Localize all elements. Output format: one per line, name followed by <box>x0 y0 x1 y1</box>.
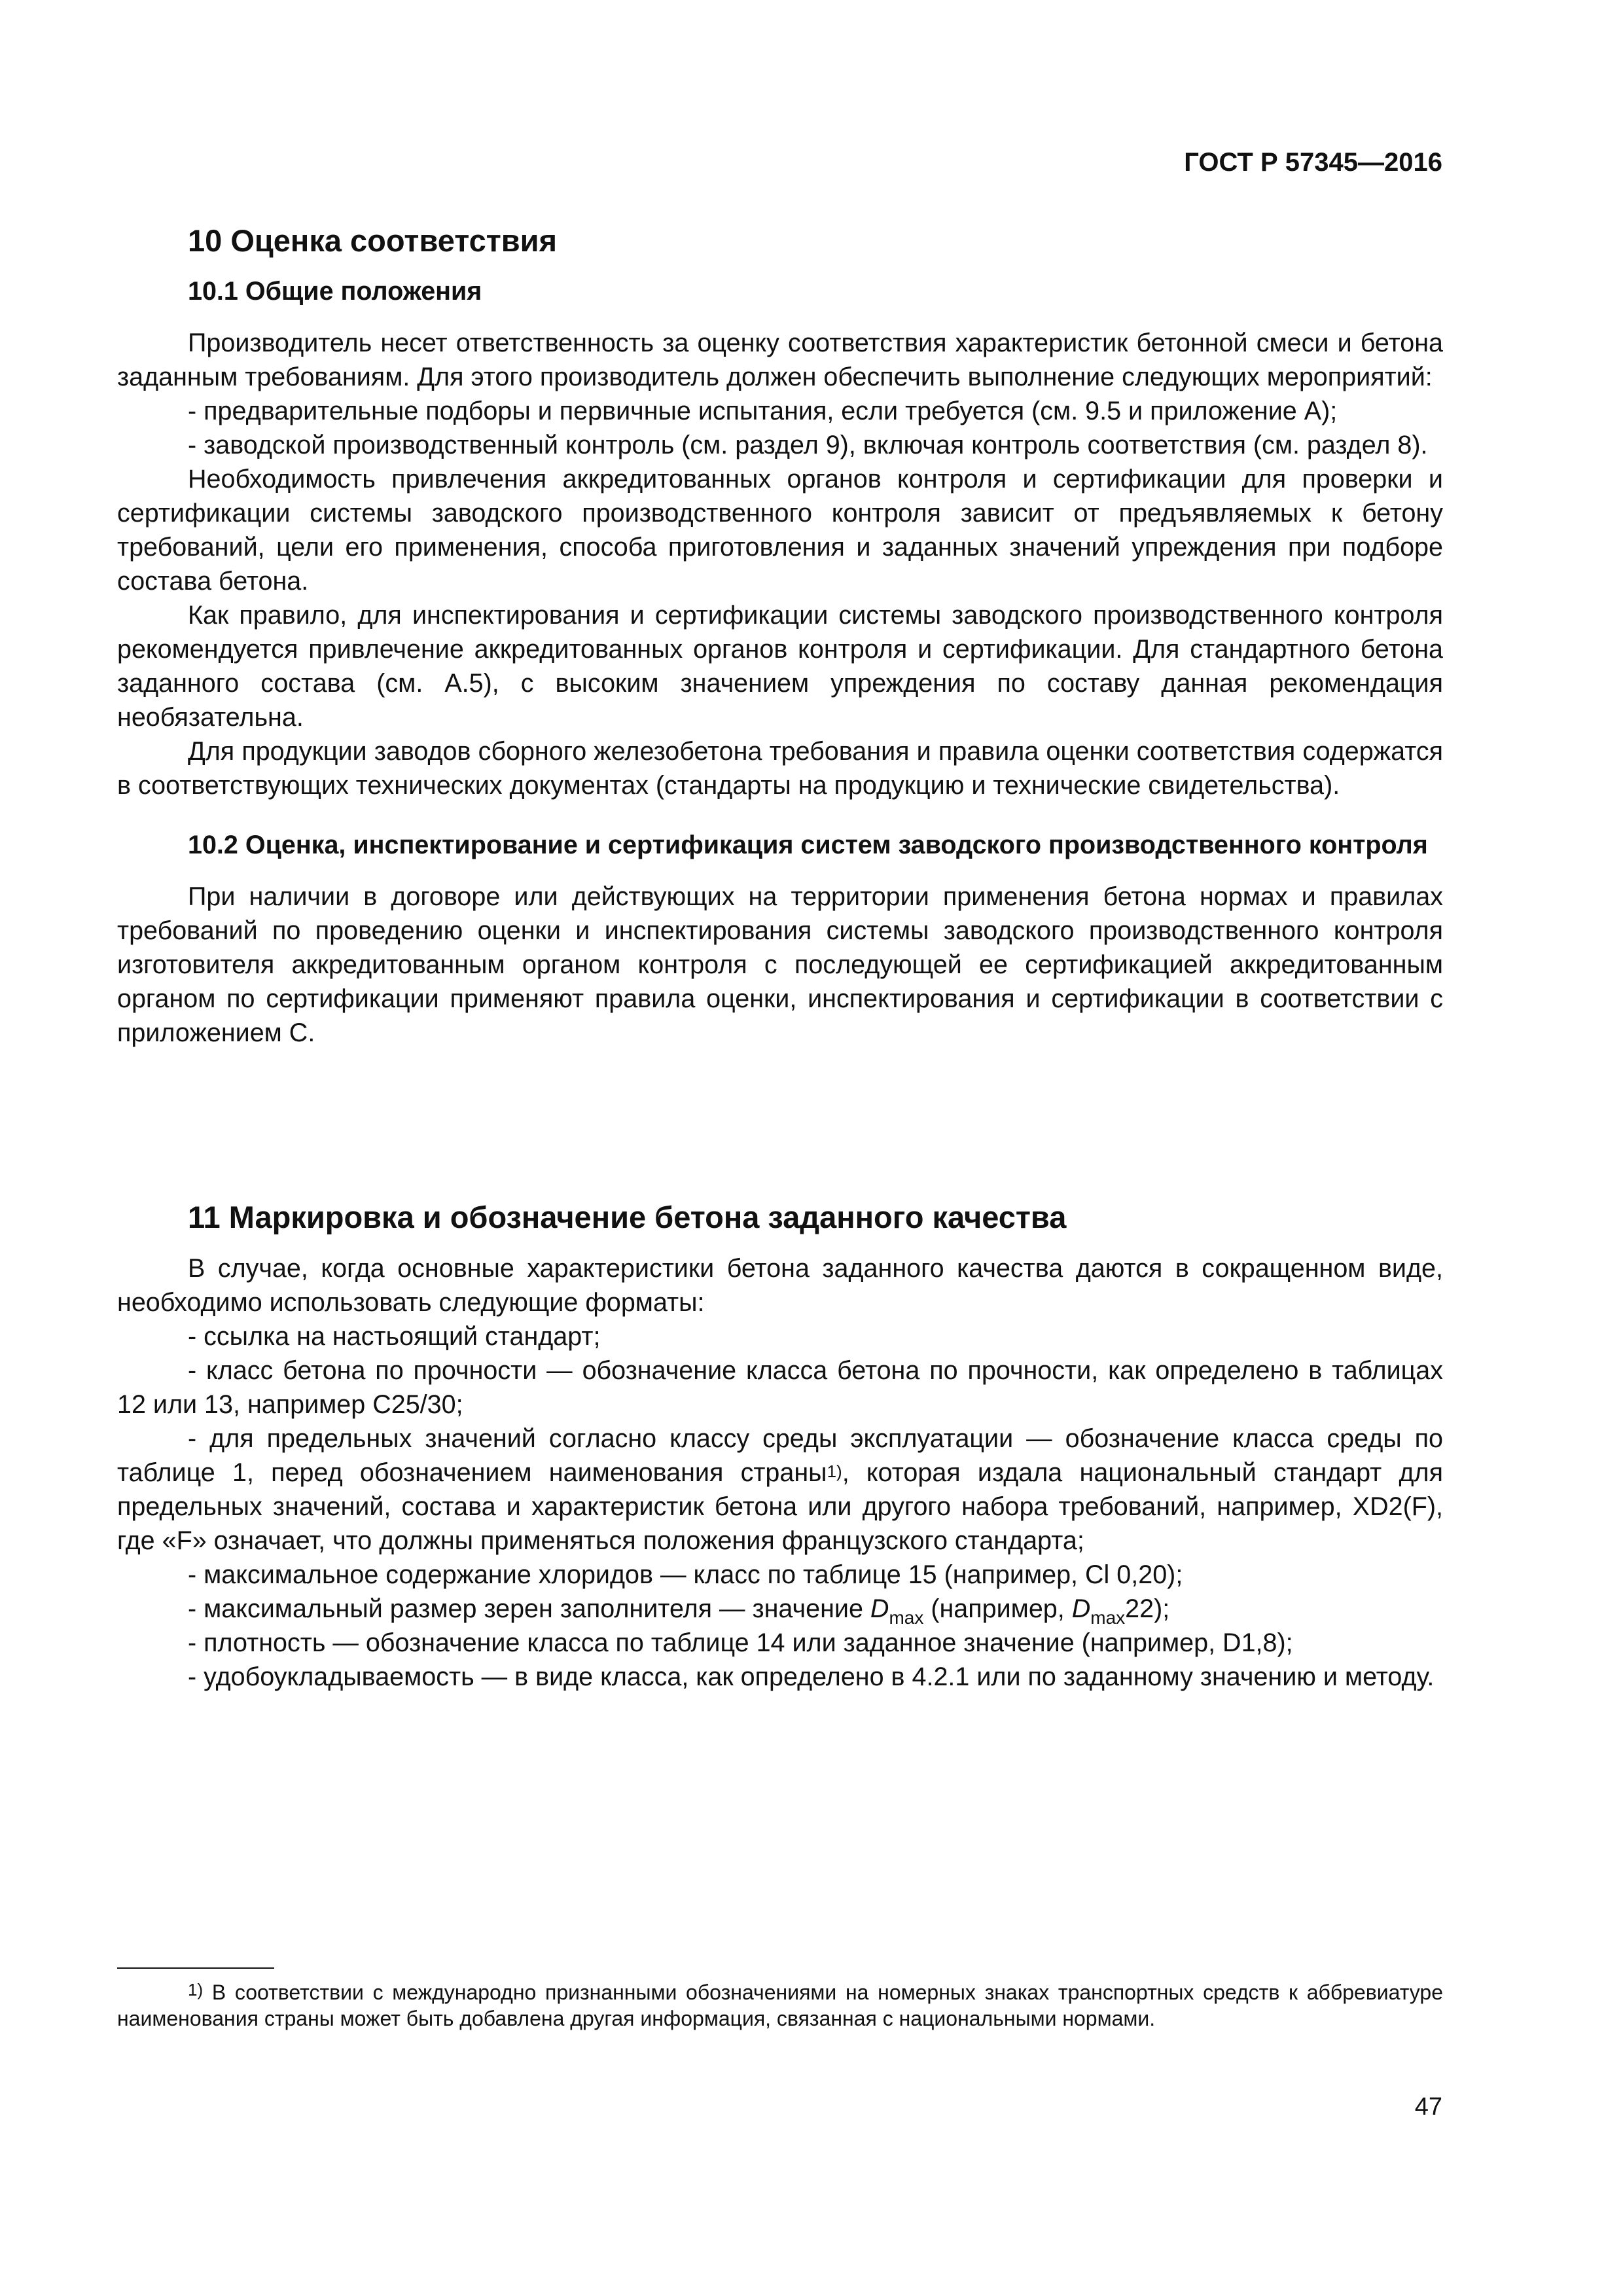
section-11 <box>117 1198 1443 1694</box>
paragraph: Необходимость привлечения аккредитованных органов контроля и сертификации для проверки и сертификации системы заводского производственного контроля зависит от предъявляемых к бетону требований, цели его применения, способа приготовления и заданных значений упреждения при подборе состава бетона. <box>117 465 1443 596</box>
list-item: - класс бетона по прочности — обозначение класса бетона по прочности, как определено в таблицах 12 или 13, например С25/30; <box>117 1356 1443 1419</box>
page-number: 47 <box>1414 2093 1442 2121</box>
section-10 <box>117 221 1443 1050</box>
symbol-d: D <box>870 1594 889 1623</box>
footnote-body: В соответствии с международно признанными обозначениями на номерных знаках транспортных средств к аббревиатуре наименования страны может быть добавлена другая информация, связанная с национальными нормами. <box>117 1981 1443 2030</box>
subsection-10-1-title: 10.1 Общие положения <box>188 277 482 306</box>
footnote-text <box>117 1979 1443 2032</box>
list-item <box>117 1592 1443 1626</box>
item-text: , которая издала национальный стандарт для предельных значений, состава и характеристик бетона или другого набора требований, например, XD2(F), где «F» означает, что должны применяться положения французского стандарта; <box>117 1458 1443 1555</box>
document-code: ГОСТ Р 57345—2016 <box>1184 148 1442 177</box>
item-text: 22); <box>1125 1594 1170 1623</box>
paragraph: Производитель несет ответственность за оценку соответствия характеристик бетонной смеси и бетона заданным требованиям. Для этого производитель должен обеспечить выполнение следующих мероприятий: <box>117 329 1443 391</box>
subscript-max: max <box>889 1607 924 1628</box>
footnote <box>117 1979 1443 2032</box>
footnote-marker: 1) <box>188 1980 204 2000</box>
list-item: - заводской производственный контроль (см. раздел 9), включая контроль соответствия (см. раздел 8). <box>188 431 1428 459</box>
paragraph: При наличии в договоре или действующих на территории применения бетона нормах и правилах требований по проведению оценки и инспектирования системы заводского производственного контроля изготовителя аккредитованным органом контроля с последующей ее сертификацией аккредитованным органом по сертификации применяют правила оценки, инспектирования и сертификации в соответствии с приложением С. <box>117 882 1443 1047</box>
subscript-max: max <box>1090 1607 1126 1628</box>
list-item <box>117 1422 1443 1558</box>
item-text: - максимальный размер зерен заполнителя — значение <box>188 1594 870 1623</box>
list-item: - предварительные подборы и первичные испытания, если требуется (см. 9.5 и приложение А); <box>188 397 1338 425</box>
list-item: - удобоукладываемость — в виде класса, как определено в 4.2.1 или по заданному значению и методу. <box>188 1662 1435 1691</box>
item-text: - для предельных значений согласно классу среды эксплуатации — обозначение класса среды по таблице 1, перед обозначением наименования страны <box>117 1424 1443 1487</box>
list-item: - ссылка на настьоящий стандарт; <box>188 1322 601 1351</box>
footnote-reference[interactable]: 1) <box>827 1462 842 1481</box>
symbol-d: D <box>1071 1594 1091 1623</box>
subsection-10-2-title: 10.2 Оценка, инспектирование и сертификация систем заводского производственного контроля <box>188 831 1428 859</box>
footnote-separator <box>117 1967 274 1969</box>
list-item: - плотность — обозначение класса по таблице 14 или заданное значение (например, D1,8); <box>188 1628 1293 1657</box>
section-10-title: 10 Оценка соответствия <box>188 223 557 258</box>
item-text: (например, <box>923 1594 1072 1623</box>
section-11-title: 11 Маркировка и обозначение бетона заданного качества <box>188 1200 1067 1234</box>
paragraph: В случае, когда основные характеристики бетона заданного качества даются в сокращенном виде, необходимо использовать следующие форматы: <box>117 1254 1443 1317</box>
list-item: - максимальное содержание хлоридов — класс по таблице 15 (например, Cl 0,20); <box>188 1560 1183 1589</box>
paragraph: Как правило, для инспектирования и сертификации системы заводского производственного контроля рекомендуется привлечение аккредитованных органов контроля и сертификации. Для стандартного бетона заданного состава (см. А.5), с высоким значением упреждения по составу данная рекомендация необязательна. <box>117 601 1443 732</box>
paragraph: Для продукции заводов сборного железобетона требования и правила оценки соответствия содержатся в соответствующих технических документах (стандарты на продукцию и технические свидетельства). <box>117 737 1443 800</box>
